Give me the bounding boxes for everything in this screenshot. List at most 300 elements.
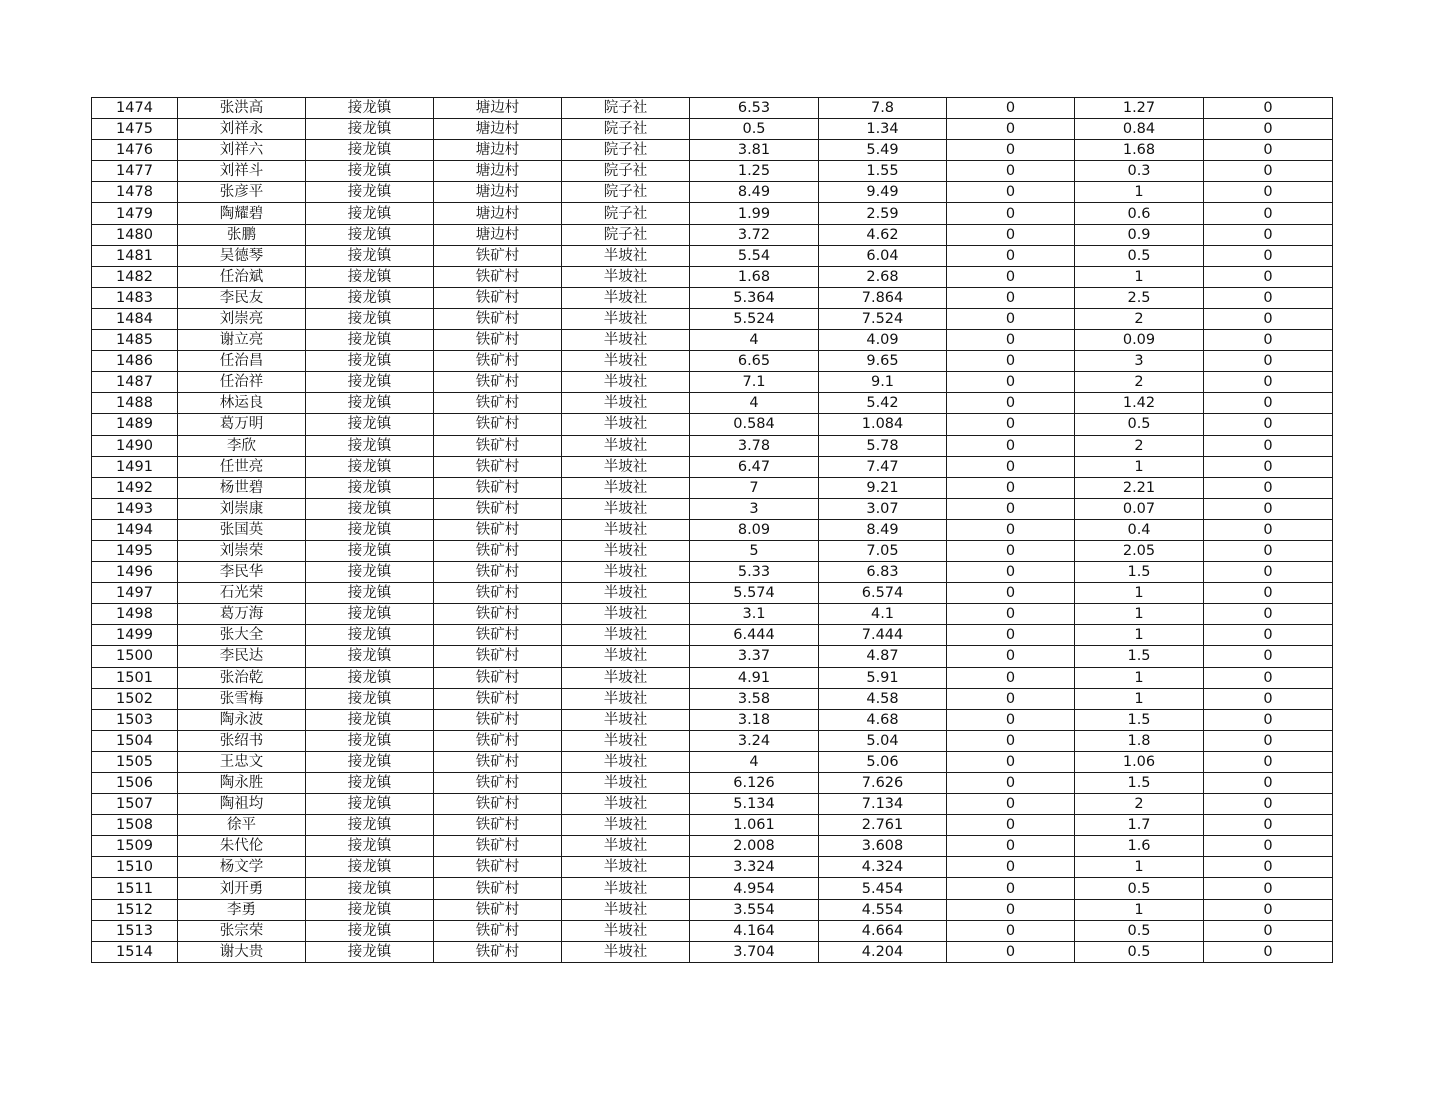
name-cell: 刘祥斗 xyxy=(178,161,306,182)
town-cell: 接龙镇 xyxy=(306,245,434,266)
value-d-cell: 1.27 xyxy=(1075,98,1204,119)
value-b-cell: 1.34 xyxy=(819,119,947,140)
village-cell: 塘边村 xyxy=(434,203,562,224)
town-cell: 接龙镇 xyxy=(306,562,434,583)
group-cell: 半坡社 xyxy=(562,646,690,667)
town-cell: 接龙镇 xyxy=(306,583,434,604)
value-b-cell: 3.07 xyxy=(819,498,947,519)
value-a-cell: 3.81 xyxy=(690,140,819,161)
name-cell: 刘祥永 xyxy=(178,119,306,140)
value-e-cell: 0 xyxy=(1204,920,1333,941)
row-id-cell: 1507 xyxy=(92,794,178,815)
value-c-cell: 0 xyxy=(947,266,1075,287)
table-row xyxy=(92,266,1333,287)
name-cell: 谢立亮 xyxy=(178,330,306,351)
row-id-cell: 1483 xyxy=(92,287,178,308)
value-c-cell: 0 xyxy=(947,203,1075,224)
name-cell: 林运良 xyxy=(178,393,306,414)
value-a-cell: 1.25 xyxy=(690,161,819,182)
village-cell: 铁矿村 xyxy=(434,625,562,646)
value-e-cell: 0 xyxy=(1204,308,1333,329)
town-cell: 接龙镇 xyxy=(306,287,434,308)
row-id-cell: 1511 xyxy=(92,878,178,899)
table-row xyxy=(92,393,1333,414)
table-row xyxy=(92,688,1333,709)
town-cell: 接龙镇 xyxy=(306,773,434,794)
value-a-cell: 3.72 xyxy=(690,224,819,245)
town-cell: 接龙镇 xyxy=(306,730,434,751)
value-a-cell: 1.68 xyxy=(690,266,819,287)
row-id-cell: 1498 xyxy=(92,604,178,625)
value-e-cell: 0 xyxy=(1204,688,1333,709)
value-e-cell: 0 xyxy=(1204,245,1333,266)
village-cell: 铁矿村 xyxy=(434,393,562,414)
value-c-cell: 0 xyxy=(947,477,1075,498)
value-a-cell: 5.33 xyxy=(690,562,819,583)
value-b-cell: 8.49 xyxy=(819,519,947,540)
value-b-cell: 4.324 xyxy=(819,857,947,878)
table-row xyxy=(92,773,1333,794)
value-d-cell: 1.5 xyxy=(1075,646,1204,667)
table-row xyxy=(92,98,1333,119)
row-id-cell: 1510 xyxy=(92,857,178,878)
name-cell: 张鹏 xyxy=(178,224,306,245)
value-d-cell: 1.06 xyxy=(1075,751,1204,772)
value-e-cell: 0 xyxy=(1204,119,1333,140)
value-d-cell: 0.5 xyxy=(1075,941,1204,962)
value-e-cell: 0 xyxy=(1204,456,1333,477)
name-cell: 任世亮 xyxy=(178,456,306,477)
value-c-cell: 0 xyxy=(947,878,1075,899)
village-cell: 铁矿村 xyxy=(434,330,562,351)
value-d-cell: 0.84 xyxy=(1075,119,1204,140)
value-a-cell: 4 xyxy=(690,330,819,351)
village-cell: 铁矿村 xyxy=(434,266,562,287)
row-id-cell: 1505 xyxy=(92,751,178,772)
table-row xyxy=(92,562,1333,583)
value-d-cell: 0.9 xyxy=(1075,224,1204,245)
name-cell: 李欣 xyxy=(178,435,306,456)
value-a-cell: 3.704 xyxy=(690,941,819,962)
value-e-cell: 0 xyxy=(1204,604,1333,625)
table-row xyxy=(92,583,1333,604)
town-cell: 接龙镇 xyxy=(306,920,434,941)
group-cell: 半坡社 xyxy=(562,540,690,561)
value-d-cell: 1.5 xyxy=(1075,562,1204,583)
row-id-cell: 1485 xyxy=(92,330,178,351)
row-id-cell: 1488 xyxy=(92,393,178,414)
value-b-cell: 4.87 xyxy=(819,646,947,667)
value-c-cell: 0 xyxy=(947,224,1075,245)
value-e-cell: 0 xyxy=(1204,351,1333,372)
name-cell: 陶永波 xyxy=(178,709,306,730)
group-cell: 半坡社 xyxy=(562,878,690,899)
value-a-cell: 4.164 xyxy=(690,920,819,941)
value-b-cell: 4.204 xyxy=(819,941,947,962)
name-cell: 张绍书 xyxy=(178,730,306,751)
name-cell: 张大全 xyxy=(178,625,306,646)
table-row xyxy=(92,287,1333,308)
value-d-cell: 2 xyxy=(1075,308,1204,329)
value-c-cell: 0 xyxy=(947,456,1075,477)
group-cell: 半坡社 xyxy=(562,351,690,372)
value-c-cell: 0 xyxy=(947,751,1075,772)
value-d-cell: 2.21 xyxy=(1075,477,1204,498)
table-row xyxy=(92,224,1333,245)
name-cell: 徐平 xyxy=(178,815,306,836)
name-cell: 任治祥 xyxy=(178,372,306,393)
value-c-cell: 0 xyxy=(947,245,1075,266)
value-c-cell: 0 xyxy=(947,540,1075,561)
village-cell: 铁矿村 xyxy=(434,836,562,857)
value-c-cell: 0 xyxy=(947,287,1075,308)
value-d-cell: 1 xyxy=(1075,899,1204,920)
town-cell: 接龙镇 xyxy=(306,351,434,372)
value-c-cell: 0 xyxy=(947,140,1075,161)
row-id-cell: 1499 xyxy=(92,625,178,646)
table-row xyxy=(92,604,1333,625)
value-a-cell: 4.954 xyxy=(690,878,819,899)
group-cell: 半坡社 xyxy=(562,836,690,857)
value-d-cell: 0.07 xyxy=(1075,498,1204,519)
village-cell: 铁矿村 xyxy=(434,815,562,836)
value-e-cell: 0 xyxy=(1204,583,1333,604)
value-b-cell: 7.134 xyxy=(819,794,947,815)
value-a-cell: 5.524 xyxy=(690,308,819,329)
table-row xyxy=(92,709,1333,730)
value-a-cell: 4 xyxy=(690,393,819,414)
value-c-cell: 0 xyxy=(947,583,1075,604)
town-cell: 接龙镇 xyxy=(306,224,434,245)
name-cell: 陶永胜 xyxy=(178,773,306,794)
village-cell: 铁矿村 xyxy=(434,646,562,667)
name-cell: 葛万明 xyxy=(178,414,306,435)
row-id-cell: 1475 xyxy=(92,119,178,140)
row-id-cell: 1497 xyxy=(92,583,178,604)
group-cell: 半坡社 xyxy=(562,604,690,625)
value-b-cell: 4.1 xyxy=(819,604,947,625)
value-a-cell: 2.008 xyxy=(690,836,819,857)
town-cell: 接龙镇 xyxy=(306,899,434,920)
village-cell: 铁矿村 xyxy=(434,351,562,372)
value-e-cell: 0 xyxy=(1204,266,1333,287)
row-id-cell: 1481 xyxy=(92,245,178,266)
group-cell: 院子社 xyxy=(562,182,690,203)
village-cell: 铁矿村 xyxy=(434,920,562,941)
name-cell: 张彦平 xyxy=(178,182,306,203)
group-cell: 半坡社 xyxy=(562,330,690,351)
value-d-cell: 1.68 xyxy=(1075,140,1204,161)
value-a-cell: 3 xyxy=(690,498,819,519)
name-cell: 陶祖均 xyxy=(178,794,306,815)
row-id-cell: 1504 xyxy=(92,730,178,751)
table-row xyxy=(92,920,1333,941)
row-id-cell: 1513 xyxy=(92,920,178,941)
name-cell: 张雪梅 xyxy=(178,688,306,709)
name-cell: 葛万海 xyxy=(178,604,306,625)
value-b-cell: 5.49 xyxy=(819,140,947,161)
name-cell: 朱代伦 xyxy=(178,836,306,857)
value-b-cell: 7.47 xyxy=(819,456,947,477)
town-cell: 接龙镇 xyxy=(306,878,434,899)
value-c-cell: 0 xyxy=(947,372,1075,393)
town-cell: 接龙镇 xyxy=(306,625,434,646)
value-a-cell: 5.54 xyxy=(690,245,819,266)
group-cell: 半坡社 xyxy=(562,435,690,456)
town-cell: 接龙镇 xyxy=(306,688,434,709)
town-cell: 接龙镇 xyxy=(306,857,434,878)
name-cell: 任治斌 xyxy=(178,266,306,287)
value-c-cell: 0 xyxy=(947,161,1075,182)
value-a-cell: 6.47 xyxy=(690,456,819,477)
table-row xyxy=(92,330,1333,351)
village-cell: 铁矿村 xyxy=(434,540,562,561)
value-b-cell: 7.05 xyxy=(819,540,947,561)
group-cell: 半坡社 xyxy=(562,751,690,772)
name-cell: 吴德琴 xyxy=(178,245,306,266)
group-cell: 半坡社 xyxy=(562,245,690,266)
town-cell: 接龙镇 xyxy=(306,98,434,119)
value-c-cell: 0 xyxy=(947,330,1075,351)
value-d-cell: 0.5 xyxy=(1075,878,1204,899)
value-a-cell: 6.126 xyxy=(690,773,819,794)
value-e-cell: 0 xyxy=(1204,562,1333,583)
value-e-cell: 0 xyxy=(1204,625,1333,646)
village-cell: 铁矿村 xyxy=(434,730,562,751)
value-e-cell: 0 xyxy=(1204,287,1333,308)
table-row xyxy=(92,119,1333,140)
town-cell: 接龙镇 xyxy=(306,815,434,836)
value-c-cell: 0 xyxy=(947,688,1075,709)
name-cell: 李民友 xyxy=(178,287,306,308)
value-c-cell: 0 xyxy=(947,393,1075,414)
value-e-cell: 0 xyxy=(1204,182,1333,203)
row-id-cell: 1501 xyxy=(92,667,178,688)
value-d-cell: 0.4 xyxy=(1075,519,1204,540)
name-cell: 刘开勇 xyxy=(178,878,306,899)
value-c-cell: 0 xyxy=(947,836,1075,857)
town-cell: 接龙镇 xyxy=(306,182,434,203)
value-b-cell: 7.444 xyxy=(819,625,947,646)
value-e-cell: 0 xyxy=(1204,899,1333,920)
town-cell: 接龙镇 xyxy=(306,308,434,329)
value-a-cell: 3.24 xyxy=(690,730,819,751)
group-cell: 半坡社 xyxy=(562,287,690,308)
value-d-cell: 1 xyxy=(1075,604,1204,625)
row-id-cell: 1480 xyxy=(92,224,178,245)
table-row xyxy=(92,456,1333,477)
table-row xyxy=(92,414,1333,435)
name-cell: 张治乾 xyxy=(178,667,306,688)
village-cell: 铁矿村 xyxy=(434,941,562,962)
group-cell: 半坡社 xyxy=(562,667,690,688)
value-c-cell: 0 xyxy=(947,351,1075,372)
value-e-cell: 0 xyxy=(1204,330,1333,351)
value-b-cell: 2.761 xyxy=(819,815,947,836)
name-cell: 陶耀碧 xyxy=(178,203,306,224)
value-c-cell: 0 xyxy=(947,519,1075,540)
village-cell: 铁矿村 xyxy=(434,688,562,709)
row-id-cell: 1512 xyxy=(92,899,178,920)
table-row xyxy=(92,625,1333,646)
row-id-cell: 1487 xyxy=(92,372,178,393)
name-cell: 张宗荣 xyxy=(178,920,306,941)
value-b-cell: 5.42 xyxy=(819,393,947,414)
group-cell: 半坡社 xyxy=(562,709,690,730)
value-b-cell: 7.626 xyxy=(819,773,947,794)
village-cell: 塘边村 xyxy=(434,161,562,182)
value-c-cell: 0 xyxy=(947,773,1075,794)
value-e-cell: 0 xyxy=(1204,709,1333,730)
group-cell: 半坡社 xyxy=(562,477,690,498)
name-cell: 杨文学 xyxy=(178,857,306,878)
village-cell: 塘边村 xyxy=(434,119,562,140)
town-cell: 接龙镇 xyxy=(306,203,434,224)
value-c-cell: 0 xyxy=(947,414,1075,435)
table-row xyxy=(92,730,1333,751)
row-id-cell: 1474 xyxy=(92,98,178,119)
value-a-cell: 6.53 xyxy=(690,98,819,119)
group-cell: 半坡社 xyxy=(562,773,690,794)
name-cell: 刘崇荣 xyxy=(178,540,306,561)
value-a-cell: 5.134 xyxy=(690,794,819,815)
value-b-cell: 4.664 xyxy=(819,920,947,941)
group-cell: 半坡社 xyxy=(562,815,690,836)
value-b-cell: 4.62 xyxy=(819,224,947,245)
value-a-cell: 3.37 xyxy=(690,646,819,667)
row-id-cell: 1484 xyxy=(92,308,178,329)
name-cell: 张国英 xyxy=(178,519,306,540)
value-c-cell: 0 xyxy=(947,730,1075,751)
value-a-cell: 4 xyxy=(690,751,819,772)
value-c-cell: 0 xyxy=(947,308,1075,329)
value-c-cell: 0 xyxy=(947,498,1075,519)
value-e-cell: 0 xyxy=(1204,751,1333,772)
row-id-cell: 1492 xyxy=(92,477,178,498)
table-row xyxy=(92,815,1333,836)
value-b-cell: 5.04 xyxy=(819,730,947,751)
value-e-cell: 0 xyxy=(1204,498,1333,519)
table-row xyxy=(92,751,1333,772)
name-cell: 刘崇亮 xyxy=(178,308,306,329)
row-id-cell: 1477 xyxy=(92,161,178,182)
name-cell: 谢大贵 xyxy=(178,941,306,962)
group-cell: 院子社 xyxy=(562,203,690,224)
value-e-cell: 0 xyxy=(1204,519,1333,540)
row-id-cell: 1479 xyxy=(92,203,178,224)
table-row xyxy=(92,372,1333,393)
name-cell: 刘崇康 xyxy=(178,498,306,519)
table-row xyxy=(92,498,1333,519)
value-e-cell: 0 xyxy=(1204,836,1333,857)
table-row xyxy=(92,857,1333,878)
value-a-cell: 5 xyxy=(690,540,819,561)
row-id-cell: 1496 xyxy=(92,562,178,583)
village-cell: 铁矿村 xyxy=(434,899,562,920)
town-cell: 接龙镇 xyxy=(306,941,434,962)
value-e-cell: 0 xyxy=(1204,941,1333,962)
value-a-cell: 7.1 xyxy=(690,372,819,393)
group-cell: 半坡社 xyxy=(562,625,690,646)
value-a-cell: 8.49 xyxy=(690,182,819,203)
group-cell: 半坡社 xyxy=(562,857,690,878)
value-d-cell: 1.5 xyxy=(1075,773,1204,794)
table-row xyxy=(92,667,1333,688)
value-d-cell: 1 xyxy=(1075,667,1204,688)
town-cell: 接龙镇 xyxy=(306,667,434,688)
table-body xyxy=(92,98,1333,963)
village-cell: 铁矿村 xyxy=(434,794,562,815)
name-cell: 李勇 xyxy=(178,899,306,920)
row-id-cell: 1514 xyxy=(92,941,178,962)
town-cell: 接龙镇 xyxy=(306,140,434,161)
town-cell: 接龙镇 xyxy=(306,646,434,667)
group-cell: 院子社 xyxy=(562,119,690,140)
town-cell: 接龙镇 xyxy=(306,414,434,435)
town-cell: 接龙镇 xyxy=(306,836,434,857)
row-id-cell: 1495 xyxy=(92,540,178,561)
town-cell: 接龙镇 xyxy=(306,161,434,182)
village-cell: 铁矿村 xyxy=(434,604,562,625)
village-cell: 铁矿村 xyxy=(434,751,562,772)
value-a-cell: 3.58 xyxy=(690,688,819,709)
group-cell: 半坡社 xyxy=(562,730,690,751)
town-cell: 接龙镇 xyxy=(306,393,434,414)
name-cell: 王忠文 xyxy=(178,751,306,772)
row-id-cell: 1490 xyxy=(92,435,178,456)
group-cell: 半坡社 xyxy=(562,562,690,583)
village-cell: 塘边村 xyxy=(434,224,562,245)
table-row xyxy=(92,308,1333,329)
value-a-cell: 0.5 xyxy=(690,119,819,140)
village-cell: 铁矿村 xyxy=(434,583,562,604)
table-row xyxy=(92,519,1333,540)
value-e-cell: 0 xyxy=(1204,98,1333,119)
value-c-cell: 0 xyxy=(947,119,1075,140)
village-cell: 铁矿村 xyxy=(434,878,562,899)
value-e-cell: 0 xyxy=(1204,372,1333,393)
town-cell: 接龙镇 xyxy=(306,477,434,498)
value-c-cell: 0 xyxy=(947,857,1075,878)
value-b-cell: 5.78 xyxy=(819,435,947,456)
row-id-cell: 1503 xyxy=(92,709,178,730)
value-a-cell: 6.444 xyxy=(690,625,819,646)
value-e-cell: 0 xyxy=(1204,646,1333,667)
group-cell: 半坡社 xyxy=(562,498,690,519)
name-cell: 杨世碧 xyxy=(178,477,306,498)
town-cell: 接龙镇 xyxy=(306,540,434,561)
table-row xyxy=(92,140,1333,161)
town-cell: 接龙镇 xyxy=(306,266,434,287)
value-c-cell: 0 xyxy=(947,98,1075,119)
row-id-cell: 1502 xyxy=(92,688,178,709)
town-cell: 接龙镇 xyxy=(306,604,434,625)
value-d-cell: 0.3 xyxy=(1075,161,1204,182)
village-cell: 铁矿村 xyxy=(434,562,562,583)
value-d-cell: 2.5 xyxy=(1075,287,1204,308)
group-cell: 半坡社 xyxy=(562,941,690,962)
town-cell: 接龙镇 xyxy=(306,330,434,351)
value-d-cell: 0.5 xyxy=(1075,920,1204,941)
row-id-cell: 1489 xyxy=(92,414,178,435)
village-cell: 塘边村 xyxy=(434,182,562,203)
group-cell: 半坡社 xyxy=(562,372,690,393)
table-row xyxy=(92,182,1333,203)
value-a-cell: 4.91 xyxy=(690,667,819,688)
group-cell: 院子社 xyxy=(562,161,690,182)
row-id-cell: 1478 xyxy=(92,182,178,203)
village-cell: 铁矿村 xyxy=(434,498,562,519)
